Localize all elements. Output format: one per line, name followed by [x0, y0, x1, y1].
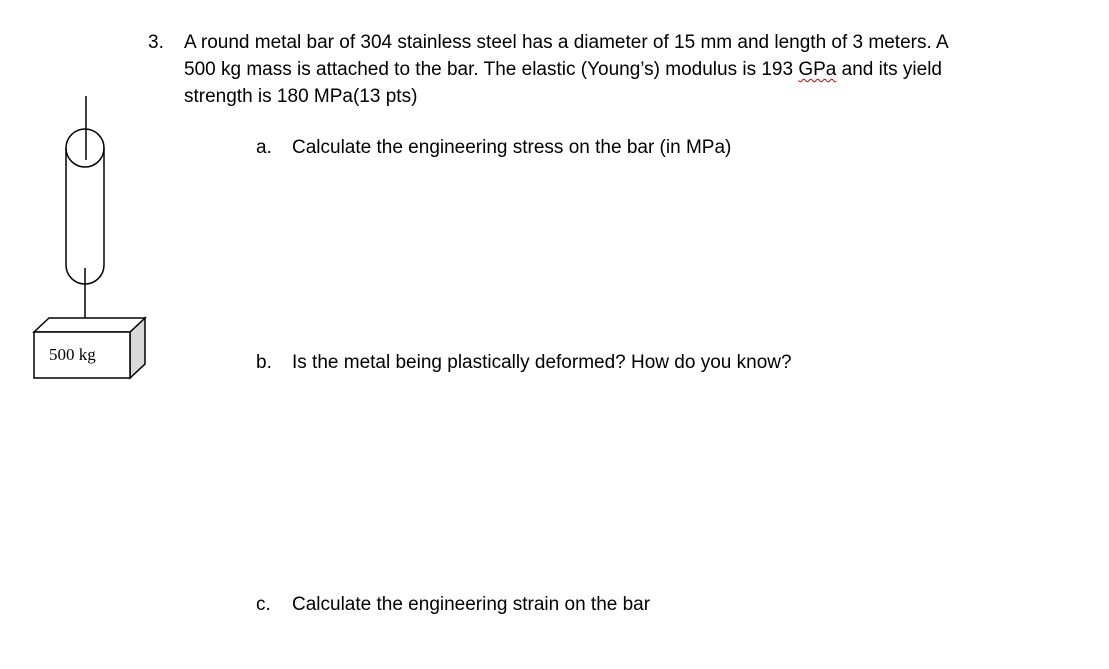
mass-box-top: [34, 318, 145, 332]
round-bar-top-end: [66, 129, 104, 167]
part-b-letter: b.: [256, 352, 272, 373]
part-c-letter: c.: [256, 594, 271, 615]
question-line-2-start: 500 kg mass is attached to the bar. The elastic (Young’s) modulus is 193: [184, 59, 799, 80]
mass-label: 500 kg: [49, 345, 96, 364]
spellcheck-flagged-word: GPa: [798, 59, 837, 80]
round-bar-body: [66, 148, 104, 284]
question-number: 3.: [148, 32, 164, 53]
question-line-3: strength is 180 MPa(13 pts): [184, 86, 418, 107]
question-text: [184, 29, 1024, 110]
bar-mass-figure: [0, 0, 180, 400]
part-a-text: Calculate the engineering stress on the bar (in MPa): [292, 137, 732, 158]
question-line-2-end: and its yield: [836, 59, 943, 80]
question-line-2: [184, 56, 1024, 83]
question-line-1: A round metal bar of 304 stainless steel has a diameter of 15 mm and length of 3 meters. A: [184, 32, 949, 53]
part-a-letter: a.: [256, 137, 272, 158]
part-b-text: Is the metal being plastically deformed? How do you know?: [292, 352, 792, 373]
part-c-text: Calculate the engineering strain on the bar: [292, 594, 651, 615]
